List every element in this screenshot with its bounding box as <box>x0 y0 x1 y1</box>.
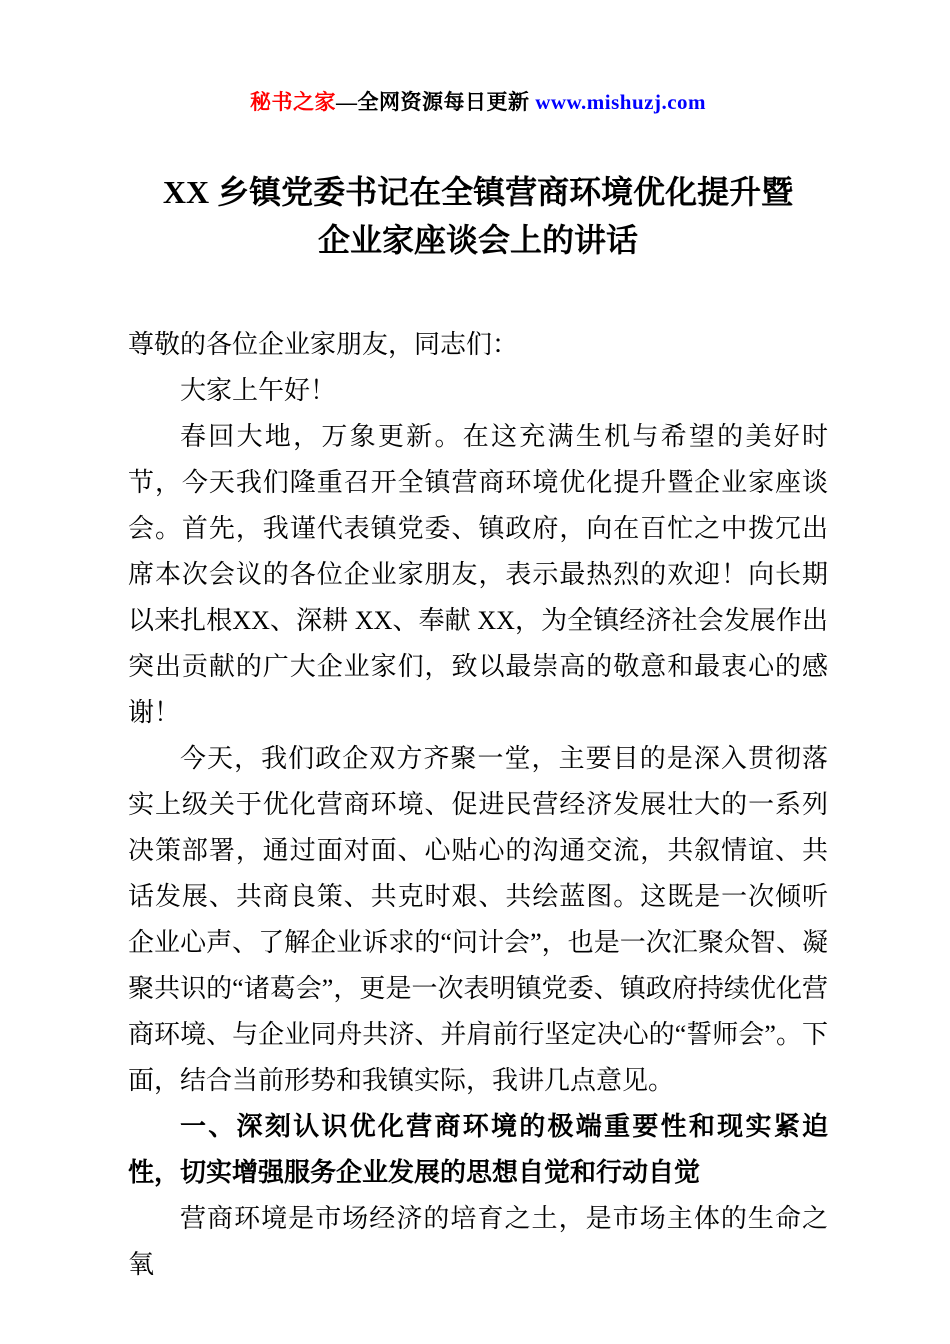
site-header <box>128 86 828 116</box>
paragraph: 尊敬的各位企业家朋友，同志们： <box>128 330 519 359</box>
site-tagline: —全网资源每日更新 <box>335 90 536 114</box>
site-name: 秘书之家 <box>249 90 336 114</box>
document-title-line-2: 企业家座谈会上的讲话 <box>317 222 638 258</box>
section-heading: 一、深刻认识优化营商环境的极端重要性和现实紧迫性，切实增强服务企业发展的思想自觉和行动自觉 <box>128 1112 828 1187</box>
document-body <box>128 322 828 1288</box>
site-url-link[interactable]: www.mishuzj.com <box>535 90 707 114</box>
paragraph: 大家上午好！ <box>180 376 337 405</box>
paragraph: 营商环境是市场经济的培育之土，是市场主体的生命之氧 <box>128 1204 828 1279</box>
paragraph: 今天，我们政企双方齐聚一堂，主要目的是深入贯彻落实上级关于优化营商环境、促进民营经济发展壮大的一系列决策部署，通过面对面、心贴心的沟通交流，共叙情谊、共话发展、共商良策、共克时艰、共绘蓝图。这既是一次倾听企业心声、了解企业诉求的“问计会”，也是一次汇聚众智、凝聚共识的“诸葛会”，更是一次表明镇党委、镇政府持续优化营商环境、与企业同舟共济、并肩前行坚定决心的“誓师会”。下面，结合当前形势和我镇实际，我讲几点意见。 <box>128 744 828 1095</box>
document-title-line-1: XX 乡镇党委书记在全镇营商环境优化提升暨 <box>162 174 794 210</box>
paragraph: 春回大地，万象更新。在这充满生机与希望的美好时节，今天我们隆重召开全镇营商环境优化提升暨企业家座谈会。首先，我谨代表镇党委、镇政府，向在百忙之中拨冗出席本次会议的各位企业家朋友，表示最热烈的欢迎！向长期以来扎根XX、深耕 XX、奉献 XX，为全镇经济社会发展作出突出贡献的广大企业家们，致以最崇高的敬意和最衷心的感谢！ <box>128 422 828 727</box>
document-title <box>128 168 828 264</box>
